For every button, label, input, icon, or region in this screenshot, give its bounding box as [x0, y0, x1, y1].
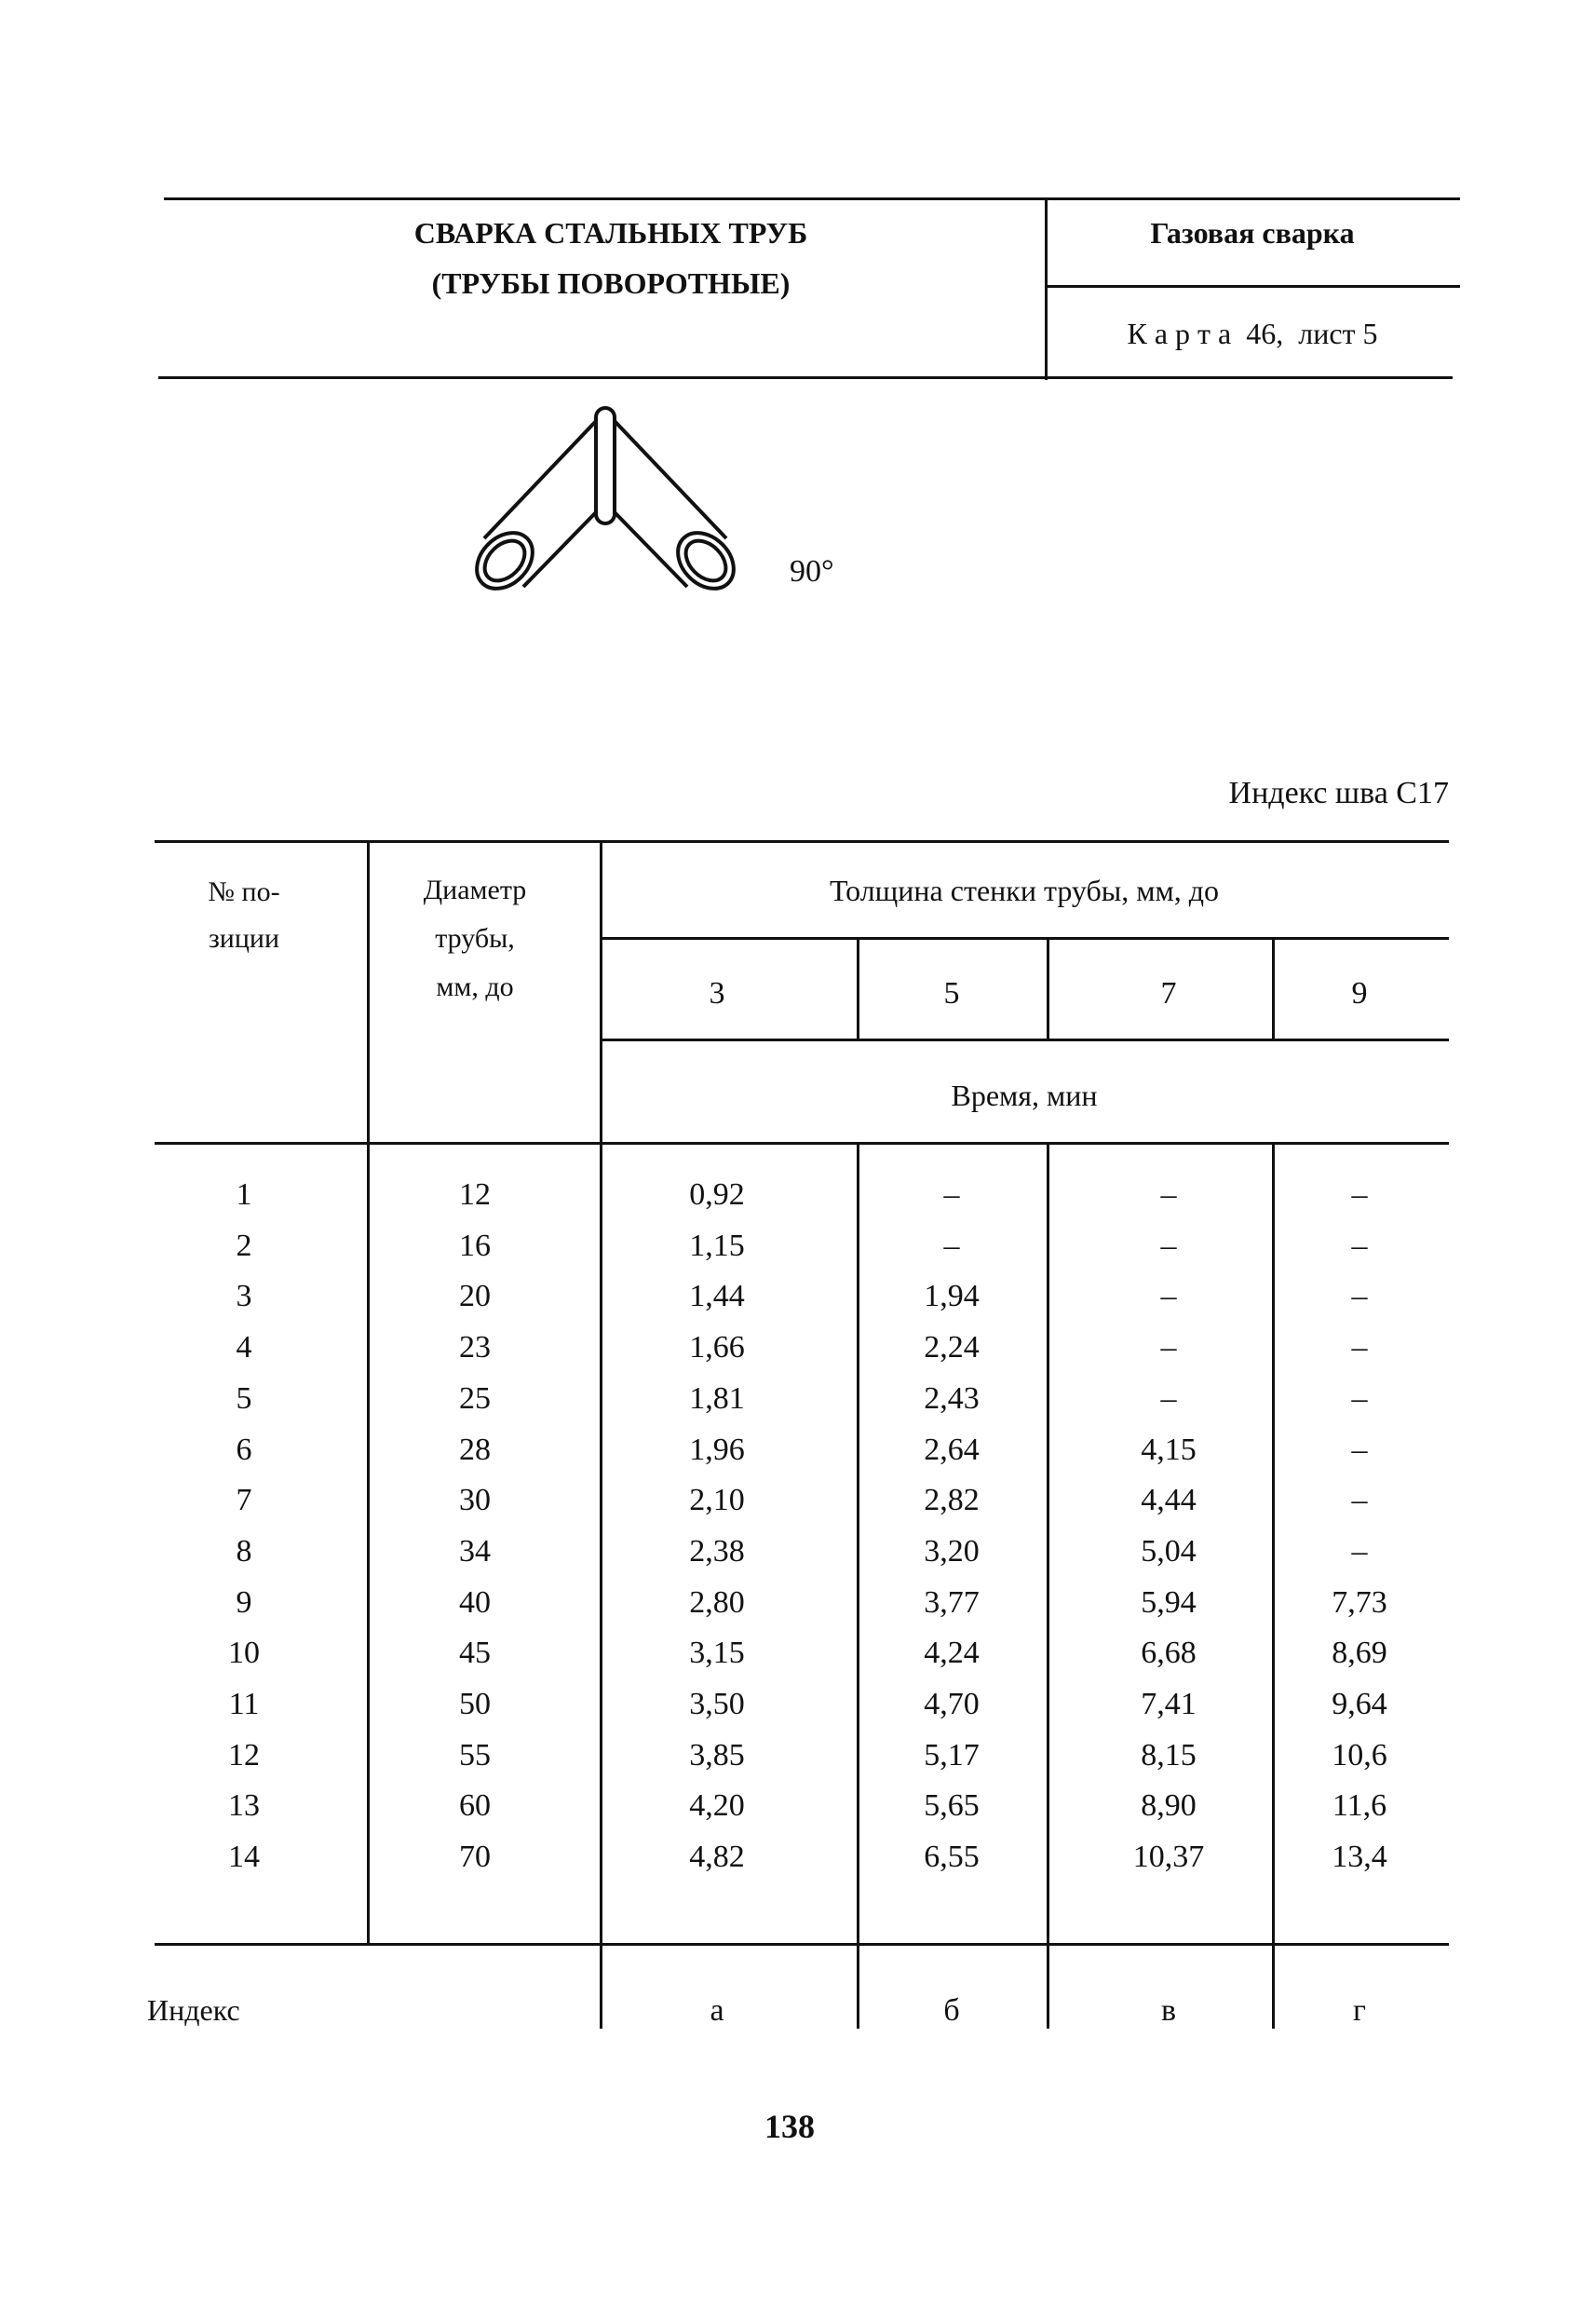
cell-time-v: 4,15	[1141, 1433, 1197, 1467]
cell-diameter: 12	[459, 1177, 491, 1212]
cell-diameter: 60	[459, 1788, 491, 1823]
cell-time-a: 3,15	[689, 1636, 745, 1670]
cell-time-b: 2,82	[924, 1483, 980, 1517]
index-a: а	[710, 1993, 724, 2028]
cell-time-b: –	[943, 1229, 960, 1263]
cell-time-a: 1,81	[689, 1381, 745, 1416]
cell-time-a: 1,44	[689, 1279, 745, 1313]
pipe-bend-figure	[456, 401, 754, 615]
col-header-position: № по- зиции	[208, 876, 280, 954]
cell-position: 12	[228, 1738, 260, 1772]
cell-time-g: –	[1351, 1330, 1368, 1365]
cell-diameter: 16	[459, 1229, 491, 1263]
cell-time-g: –	[1351, 1433, 1368, 1467]
thickness-7: 7	[1160, 976, 1177, 1011]
cell-time-v: 4,44	[1141, 1483, 1197, 1517]
table-header-bottom-rule	[155, 1142, 1449, 1145]
time-label: Время, мин	[951, 1079, 1098, 1112]
cell-time-a: 1,15	[689, 1229, 745, 1263]
cell-time-b: 5,17	[924, 1738, 980, 1772]
cell-time-b: 2,64	[924, 1433, 980, 1467]
cell-time-b: 6,55	[924, 1840, 980, 1874]
weld-seam	[596, 408, 615, 523]
cell-time-g: 8,69	[1332, 1636, 1387, 1670]
cell-position: 11	[228, 1687, 260, 1721]
doc-title-line2: (ТРУБЫ ПОВОРОТНЫЕ)	[431, 266, 791, 300]
cell-position: 8	[236, 1534, 252, 1569]
thickness-3: 3	[709, 976, 725, 1011]
cell-time-g: –	[1351, 1279, 1368, 1313]
cell-time-b: 3,20	[924, 1534, 980, 1569]
cell-time-a: 1,66	[689, 1330, 745, 1365]
index-b: б	[943, 1993, 960, 2028]
thickness-5: 5	[943, 976, 960, 1011]
cell-time-a: 4,20	[689, 1788, 745, 1823]
cell-time-g: 9,64	[1332, 1687, 1387, 1721]
seam-index: Индекс шва С17	[1228, 776, 1449, 810]
cell-diameter: 28	[459, 1433, 491, 1467]
header-top-rule	[164, 197, 1460, 200]
cell-time-g: –	[1351, 1229, 1368, 1263]
angle-label: 90°	[790, 554, 834, 589]
cell-time-b: 2,43	[924, 1381, 980, 1416]
pipe-right-arm	[613, 419, 726, 587]
header-mid-rule	[1045, 285, 1460, 288]
cell-time-a: 3,50	[689, 1687, 745, 1721]
cell-time-g: 10,6	[1332, 1738, 1387, 1772]
index-g: г	[1353, 1993, 1366, 2028]
cell-time-g: –	[1351, 1534, 1368, 1569]
cell-time-g: 11,6	[1332, 1788, 1387, 1823]
cell-time-b: 5,65	[924, 1788, 980, 1823]
cell-time-v: –	[1160, 1279, 1177, 1313]
cell-time-a: 0,92	[689, 1177, 745, 1212]
cell-time-g: –	[1351, 1483, 1368, 1517]
col-header-thickness: Толщина стенки трубы, мм, до	[829, 874, 1220, 907]
cell-time-v: –	[1160, 1330, 1177, 1365]
cell-time-v: 8,90	[1141, 1788, 1197, 1823]
index-v: в	[1160, 1993, 1177, 2028]
cell-position: 6	[236, 1433, 252, 1467]
col-header-diameter: Диаметр трубы, мм, до	[423, 875, 527, 1002]
cell-time-b: 4,70	[924, 1687, 980, 1721]
header-divider	[1045, 197, 1048, 380]
page-number: 138	[764, 2108, 815, 2145]
cell-position: 7	[236, 1483, 252, 1517]
cell-time-v: –	[1160, 1229, 1177, 1263]
cell-time-a: 2,80	[689, 1585, 745, 1620]
cell-diameter: 25	[459, 1381, 491, 1416]
cell-position: 5	[236, 1381, 252, 1416]
cell-position: 10	[228, 1636, 260, 1670]
cell-position: 9	[236, 1585, 252, 1620]
pipe-left-arm	[484, 419, 598, 587]
cell-position: 13	[228, 1788, 260, 1823]
cell-position: 1	[236, 1177, 252, 1212]
cell-diameter: 70	[459, 1840, 491, 1874]
cell-diameter: 34	[459, 1534, 491, 1569]
cell-time-v: –	[1160, 1381, 1177, 1416]
cell-time-v: 7,41	[1141, 1687, 1197, 1721]
cell-time-g: –	[1351, 1381, 1368, 1416]
cell-time-a: 2,10	[689, 1483, 745, 1517]
cell-time-g: 13,4	[1332, 1840, 1387, 1874]
thickness-9: 9	[1351, 976, 1368, 1011]
cell-time-g: –	[1351, 1177, 1368, 1212]
cell-diameter: 23	[459, 1330, 491, 1365]
cell-diameter: 55	[459, 1738, 491, 1772]
cell-time-b: 1,94	[924, 1279, 980, 1313]
cell-position: 2	[236, 1229, 252, 1263]
header-bottom-rule	[158, 376, 1453, 379]
cell-time-b: 2,24	[924, 1330, 980, 1365]
cell-time-a: 2,38	[689, 1534, 745, 1569]
cell-time-b: –	[943, 1177, 960, 1212]
process-label: Газовая сварка	[1150, 216, 1355, 250]
cell-time-v: 6,68	[1141, 1636, 1197, 1670]
cell-time-b: 3,77	[924, 1585, 980, 1620]
cell-position: 3	[236, 1279, 252, 1313]
cell-time-v: 10,37	[1132, 1840, 1205, 1874]
cell-time-v: 5,94	[1141, 1585, 1197, 1620]
cell-diameter: 50	[459, 1687, 491, 1721]
table-top-rule	[155, 840, 1449, 843]
pipe-left-end	[466, 522, 543, 599]
cell-time-v: 8,15	[1141, 1738, 1197, 1772]
cell-time-a: 4,82	[689, 1840, 745, 1874]
cell-diameter: 40	[459, 1585, 491, 1620]
cell-time-g: 7,73	[1332, 1585, 1387, 1620]
cell-time-v: 5,04	[1141, 1534, 1197, 1569]
table-bottom-rule	[155, 1943, 1449, 1946]
cell-time-a: 3,85	[689, 1738, 745, 1772]
cell-position: 14	[228, 1840, 260, 1874]
cell-diameter: 45	[459, 1636, 491, 1670]
cell-diameter: 20	[459, 1279, 491, 1313]
card-label: К а р т а 46, лист 5	[1127, 317, 1378, 350]
cell-time-v: –	[1160, 1177, 1177, 1212]
cell-diameter: 30	[459, 1483, 491, 1517]
cell-time-a: 1,96	[689, 1433, 745, 1467]
cell-position: 4	[236, 1330, 252, 1365]
doc-title-line1: СВАРКА СТАЛЬНЫХ ТРУБ	[413, 216, 808, 250]
pipe-right-end	[667, 522, 744, 599]
index-label: Индекс	[147, 1993, 240, 2027]
cell-time-b: 4,24	[924, 1636, 980, 1670]
